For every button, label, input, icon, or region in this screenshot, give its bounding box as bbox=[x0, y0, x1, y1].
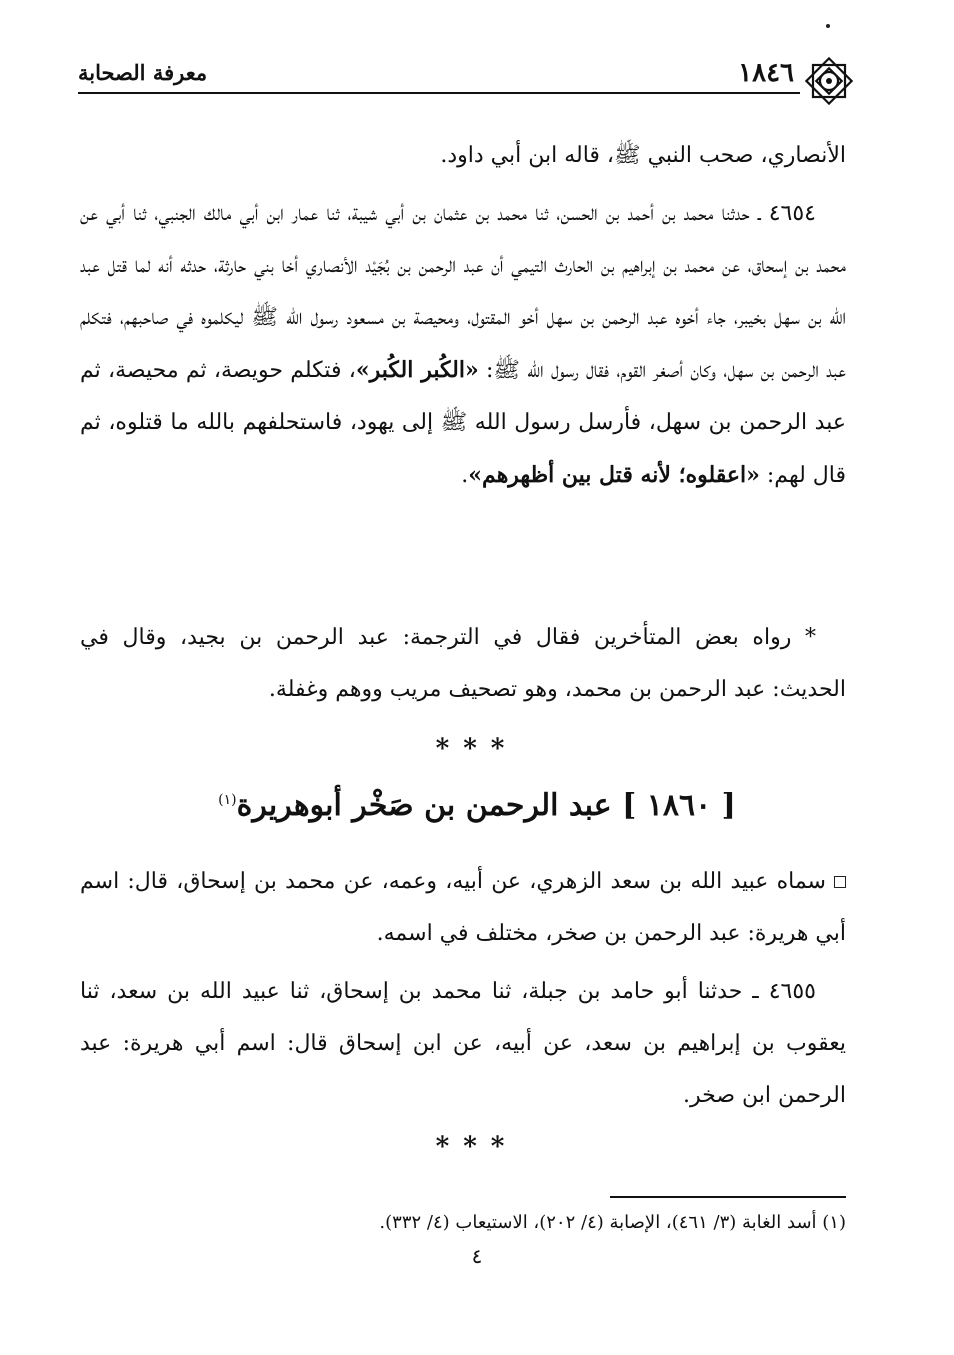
running-title: معرفة الصحابة bbox=[78, 60, 208, 85]
hadith-4654-text-2: ، فتكلم حويصة، ثم محيصة، ثم عبد الرحمن بن سهل، فأرسل رسول الله ﷺ إلى يهود، فاستحلفهم بالله ما قتلوه، ثم قال لهم: bbox=[80, 358, 846, 488]
section-heading bbox=[0, 788, 954, 823]
hadith-4654-end: . bbox=[461, 463, 469, 488]
hadith-4654 bbox=[80, 188, 846, 502]
footnote-ref: (١) bbox=[218, 792, 237, 808]
hadith-4655: ٤٦٥٥ ـ حدثنا أبو حامد بن جبلة، ثنا محمد بن إسحاق، ثنا عبيد الله بن سعد، ثنا يعقوب بن إبراهيم بن سعد، عن أبيه، عن ابن إسحاق قال: اسم أبي هريرة: عبد الرحمن ابن صخر. bbox=[80, 979, 846, 1108]
scan-dot bbox=[826, 24, 830, 28]
footnote-rule bbox=[610, 1196, 846, 1198]
section-divider-stars-2: *** bbox=[435, 1132, 519, 1162]
signature-mark: ٤ bbox=[471, 1244, 483, 1268]
heading-number: [ ١٨٦٠ ] bbox=[622, 788, 736, 823]
square-bullet-icon bbox=[834, 876, 846, 888]
commentary-note: * رواه بعض المتأخرين فقال في الترجمة: عبد الرحمن بن بجيد، وقال في الحديث: عبد الرحمن بن محمد، وهو تصحيف مريب ووهم وغفلة. bbox=[80, 625, 846, 702]
page-header bbox=[78, 48, 854, 108]
header-rule bbox=[78, 92, 800, 94]
paragraph-naming bbox=[80, 856, 846, 960]
star-ornament-icon bbox=[802, 54, 856, 108]
section-divider-stars: *** bbox=[435, 734, 519, 764]
quote-kubr: «الكُبر الكُبر» bbox=[355, 357, 479, 383]
footnote: (١) أسد الغابة (٣/ ٤٦١)، الإصابة (٤/ ٢٠٢)، الاستيعاب (٤/ ٣٣٢). bbox=[379, 1212, 846, 1233]
paragraph-naming-text: سماه عبيد الله بن سعد الزهري، عن أبيه، وعمه، عن محمد بن إسحاق، قال: اسم أبي هريرة: عبد الرحمن بن صخر، مختلف في اسمه. bbox=[80, 869, 846, 946]
heading-name: عبد الرحمن بن صَخْر أبوهريرة bbox=[236, 788, 612, 823]
page-number: ١٨٤٦ bbox=[738, 58, 794, 88]
quote-iqiluhu: «اعقلوه؛ لأنه قتل بين أظهرهم» bbox=[468, 462, 760, 488]
paragraph-1: الأنصاري، صحب النبي ﷺ، قاله ابن أبي داود. bbox=[440, 143, 846, 168]
hadith-4654-text: ٤٦٥٤ ـ حدثنا محمد بن أحمد بن الحسن، ثنا محمد بن عثمان بن أبي شيبة، ثنا عمار ابن أبي مالك الجنبي، ثنا أبي عن محمد بن إسحاق، عن محمد بن إبراهيم بن الحارث التيمي أن عبد الرحمن بن بُجَيْد الأنصاري أخا بني حارثة، حدثه أنه لما قتل عبد الله بن سهل بخيبر، جاء أخوه عبد الرحمن بن سهل أخو المقتول، ومحيصة بن مسعود رسول الله ﷺ ليكلموه في صاحبهم، فتكلم عبد الرحمن بن سهل، وكان أصغر القوم، فقال رسول الله ﷺ: bbox=[80, 201, 846, 383]
